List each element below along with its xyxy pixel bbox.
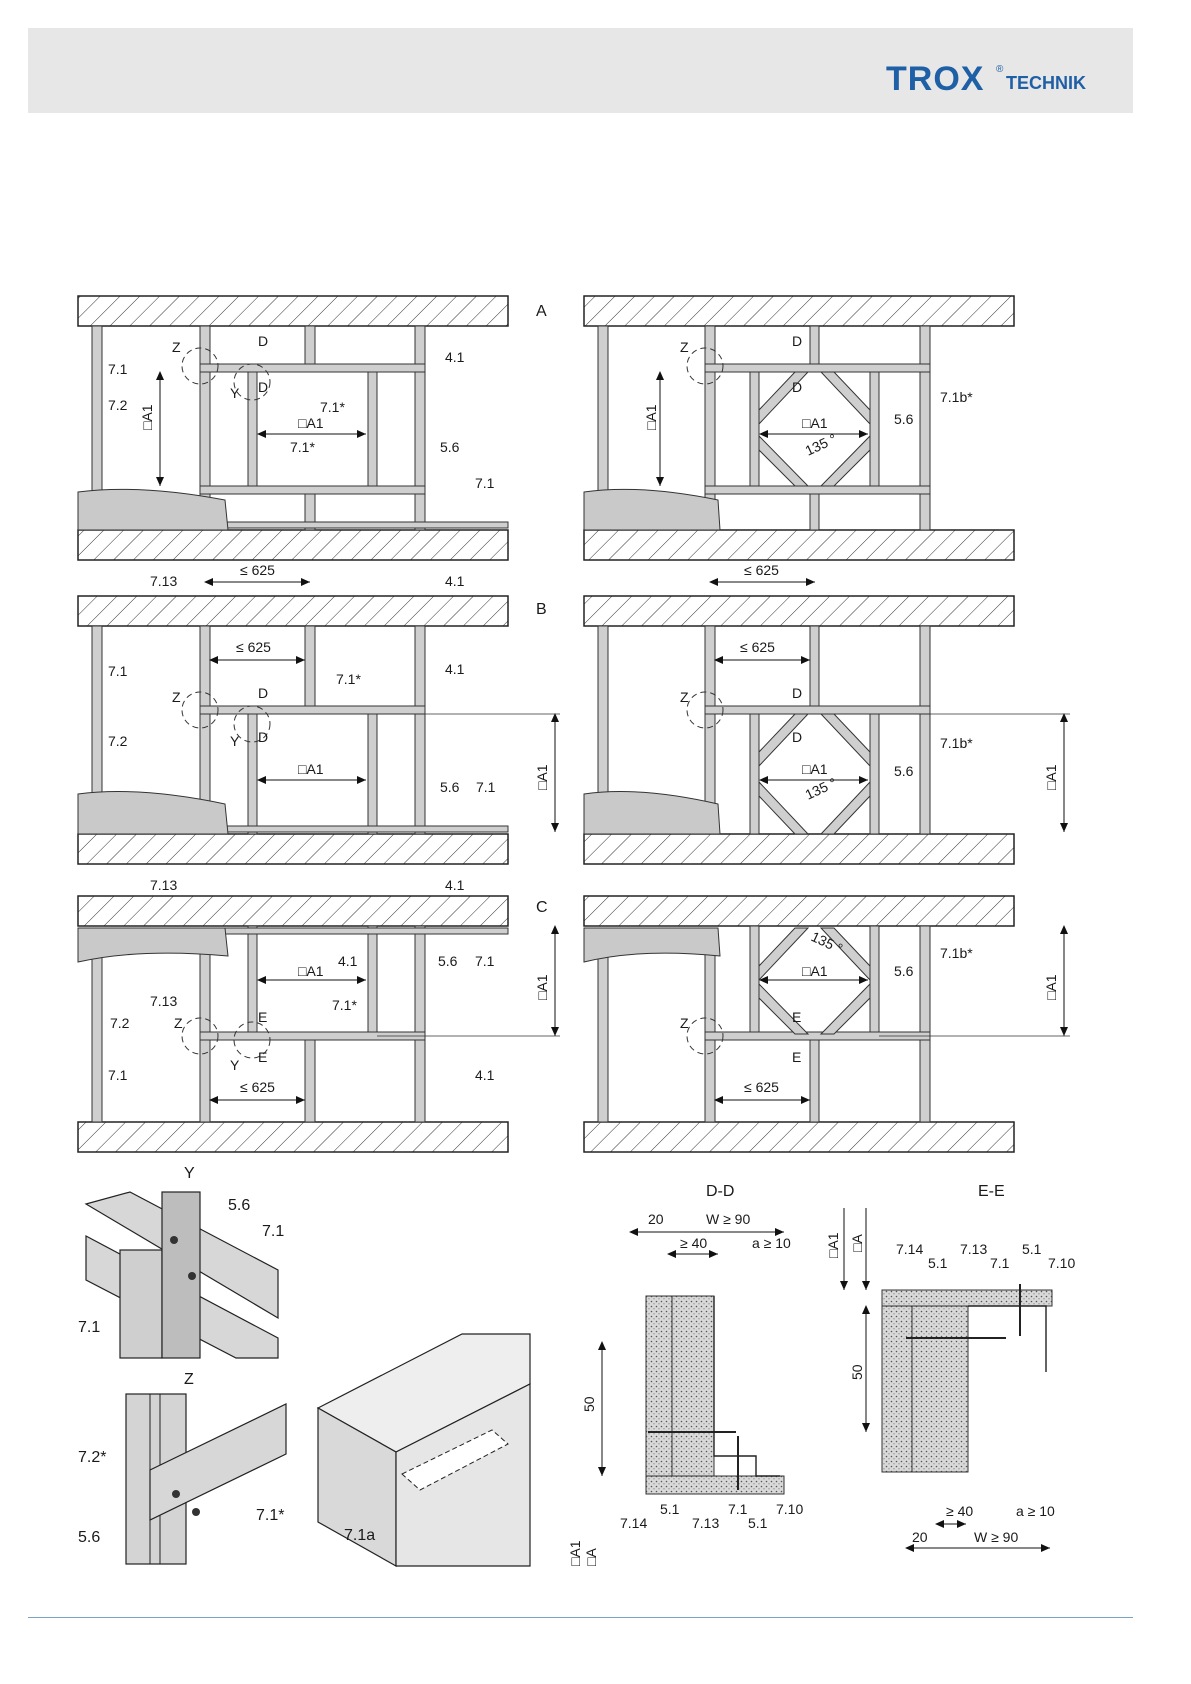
opening-label: □A1 [534, 974, 550, 1000]
opening-label: □A1 [802, 963, 828, 979]
opening-label: □A1 [298, 963, 324, 979]
component-label: 7.1 [990, 1255, 1010, 1271]
stud [920, 926, 930, 1122]
slab-top [584, 896, 1014, 926]
section-ee [825, 1183, 1075, 1548]
detail-z [78, 1371, 286, 1564]
brace [821, 984, 870, 1034]
component-label: 7.14 [620, 1515, 648, 1531]
component-label: 7.10 [1048, 1255, 1076, 1271]
section-marker: D [258, 729, 269, 745]
slab-label: 4.1 [445, 877, 465, 893]
screw-label: 5.6 [894, 963, 914, 979]
section-marker: D [258, 333, 269, 349]
stud-label: 7.1 [108, 1067, 128, 1083]
section-dd [567, 1183, 803, 1566]
stud [870, 710, 879, 834]
section-ee-title: E-E [978, 1183, 1005, 1200]
brace-label: 7.1b* [940, 735, 973, 751]
stud-label: 7.1 [108, 361, 128, 377]
trimmer-label: 7.1* [332, 997, 357, 1013]
stud [415, 926, 425, 1122]
opening-label: □A1 [825, 1232, 841, 1258]
stud [368, 366, 377, 492]
dimension-label: ≥ 40 [946, 1503, 974, 1519]
angle-label: 135 ° [802, 774, 840, 803]
opening-label: □A1 [1043, 764, 1059, 790]
spacing-label: ≤ 625 [236, 639, 271, 655]
angle-label: 135 ° [802, 430, 840, 459]
brace [759, 436, 808, 486]
component-label: 5.1 [1022, 1241, 1042, 1257]
insert-perspective [318, 1334, 530, 1566]
spacing-label: ≤ 625 [240, 1079, 275, 1095]
stud [248, 926, 257, 1038]
section-marker: D [258, 685, 269, 701]
stud [368, 710, 377, 834]
stud [598, 940, 608, 1122]
slab-bottom [584, 530, 1014, 560]
view-a [78, 296, 1014, 589]
dimension-label: 20 [648, 1211, 664, 1227]
stud [810, 490, 819, 530]
angle-label: 135 ° [808, 928, 846, 957]
view-b [78, 596, 1070, 893]
logo-suffix: TECHNIK [1006, 73, 1086, 93]
slab-bottom [78, 834, 508, 864]
footer-rule [28, 1617, 1133, 1618]
trimmer [200, 364, 425, 372]
slab-top [78, 296, 508, 326]
stud [870, 926, 879, 1038]
spacing-label: ≤ 625 [744, 562, 779, 578]
logo-wordmark: TROX [886, 60, 985, 96]
screw-label: 5.6 [440, 779, 460, 795]
spacing-label: ≤ 625 [744, 1079, 779, 1095]
slab-top [78, 896, 508, 926]
component-label: 7.13 [960, 1241, 988, 1257]
stud-label: 7.1 [262, 1223, 285, 1240]
board [584, 928, 720, 962]
section-marker: E [792, 1009, 802, 1025]
view-label: B [536, 601, 547, 618]
board-label: 7.13 [150, 877, 178, 893]
component-label: 7.10 [776, 1501, 804, 1517]
trimmer [200, 706, 425, 714]
stud [415, 326, 425, 530]
stud [200, 940, 210, 1122]
view-label: C [536, 899, 548, 916]
stud [248, 366, 257, 492]
stud [305, 326, 315, 366]
slab-top [78, 596, 508, 626]
brace [821, 372, 870, 424]
stud [305, 626, 315, 710]
component-label: 7.14 [896, 1241, 924, 1257]
stud [368, 926, 377, 1038]
trimmer-label: 7.1* [336, 671, 361, 687]
stud [750, 366, 759, 492]
screw-label: 5.6 [228, 1197, 251, 1214]
section-marker: D [792, 685, 803, 701]
stud-label: 7.2 [108, 397, 128, 413]
detail-marker: Z [680, 689, 689, 705]
component-label: 5.1 [748, 1515, 768, 1531]
brace-label: 7.1b* [940, 945, 973, 961]
stud [92, 940, 102, 1122]
trimmer [705, 364, 930, 372]
trimmer [705, 706, 930, 714]
slab-top [584, 296, 1014, 326]
opening-label: □A1 [139, 404, 155, 430]
detail-y-title: Y [184, 1165, 195, 1182]
trimmer [200, 486, 425, 494]
component-label: 7.1 [728, 1501, 748, 1517]
opening-label: □A [849, 1234, 865, 1252]
stud [750, 710, 759, 834]
detail-marker: Z [172, 689, 181, 705]
opening-label: □A1 [534, 764, 550, 790]
view-label: A [536, 303, 547, 320]
slab-label: 4.1 [445, 573, 465, 589]
view-c [78, 896, 1070, 1152]
stud [92, 626, 102, 802]
stud [810, 626, 819, 710]
stud-label: 7.2* [78, 1449, 107, 1466]
trimmer-label: 7.1* [256, 1507, 285, 1524]
board-label: 7.13 [150, 573, 178, 589]
stud [810, 326, 819, 366]
stud [920, 326, 930, 530]
trimmer-label: 7.1* [320, 399, 345, 415]
dimension-label: 20 [912, 1529, 928, 1545]
insert-label: 7.1a [344, 1527, 376, 1544]
detail-z-title: Z [184, 1371, 194, 1388]
section-marker: E [258, 1049, 268, 1065]
brace [759, 782, 808, 834]
section-marker: E [258, 1009, 268, 1025]
brace-label: 7.1b* [940, 389, 973, 405]
detail-marker: Z [680, 1015, 689, 1031]
logo-registered: ® [996, 64, 1004, 75]
section-dd-title: D-D [706, 1183, 735, 1200]
stud [200, 326, 210, 504]
section-marker: E [792, 1049, 802, 1065]
dimension-label: W ≥ 90 [706, 1211, 751, 1227]
slab-bottom [78, 530, 508, 560]
dimension-label: 50 [849, 1364, 865, 1380]
dimension-label: ≥ 40 [680, 1235, 708, 1251]
slab-label: 4.1 [338, 953, 358, 969]
section-marker: D [792, 379, 803, 395]
stud [810, 1040, 819, 1122]
stud-label: 7.2 [108, 733, 128, 749]
stud-label: 7.1 [108, 663, 128, 679]
spacing-label: ≤ 625 [240, 562, 275, 578]
stud [920, 626, 930, 834]
spacing-label: ≤ 625 [740, 639, 775, 655]
opening-label: □A1 [802, 415, 828, 431]
brace [821, 714, 870, 766]
opening-label: □A1 [298, 761, 324, 777]
detail-marker: Y [230, 733, 240, 749]
brace [759, 928, 808, 980]
slab-top [584, 596, 1014, 626]
detail-marker: Z [680, 339, 689, 355]
trimmer-label: 7.1* [290, 439, 315, 455]
stud [92, 326, 102, 504]
opening-label: □A1 [567, 1540, 583, 1566]
board-label: 7.13 [150, 993, 178, 1009]
slab-bottom [78, 1122, 508, 1152]
stud-label: 7.1 [476, 779, 496, 795]
slab-bottom [584, 1122, 1014, 1152]
opening-label: □A1 [1043, 974, 1059, 1000]
stud [750, 926, 759, 1038]
detail-y [78, 1165, 284, 1358]
detail-marker: Z [172, 339, 181, 355]
stud [415, 626, 425, 834]
detail-marker: Y [230, 1057, 240, 1073]
stud [870, 366, 879, 492]
section-marker: D [792, 729, 803, 745]
slab-label: 4.1 [445, 349, 465, 365]
section-marker: D [258, 379, 269, 395]
detail-marker: Y [230, 385, 240, 401]
dimension-label: a ≥ 10 [1016, 1503, 1055, 1519]
trimmer [705, 486, 930, 494]
stud [705, 940, 715, 1122]
dimension-label: a ≥ 10 [752, 1235, 791, 1251]
stud-label: 7.1 [475, 475, 495, 491]
stud-label: 7.2 [110, 1015, 130, 1031]
dimension-label: 50 [581, 1396, 597, 1412]
screw-label: 5.6 [438, 953, 458, 969]
dimension-label: W ≥ 90 [974, 1529, 1019, 1545]
opening-label: □A [583, 1548, 599, 1566]
detail-marker: Z [174, 1015, 183, 1031]
slab-label: 4.1 [445, 661, 465, 677]
opening-label: □A1 [298, 415, 324, 431]
stud [305, 1040, 315, 1122]
stud-label: 7.1 [78, 1319, 101, 1336]
slab-bottom [584, 834, 1014, 864]
screw-label: 5.6 [78, 1529, 101, 1546]
screw-label: 5.6 [440, 439, 460, 455]
screw-label: 5.6 [894, 411, 914, 427]
board [584, 792, 720, 834]
slab-label: 4.1 [475, 1067, 495, 1083]
screw-label: 5.6 [894, 763, 914, 779]
stud [248, 710, 257, 834]
opening-label: □A1 [802, 761, 828, 777]
component-label: 5.1 [928, 1255, 948, 1271]
component-label: 7.13 [692, 1515, 720, 1531]
component-label: 5.1 [660, 1501, 680, 1517]
opening-label: □A1 [643, 404, 659, 430]
board [584, 489, 720, 530]
stud-label: 7.1 [475, 953, 495, 969]
section-marker: D [792, 333, 803, 349]
